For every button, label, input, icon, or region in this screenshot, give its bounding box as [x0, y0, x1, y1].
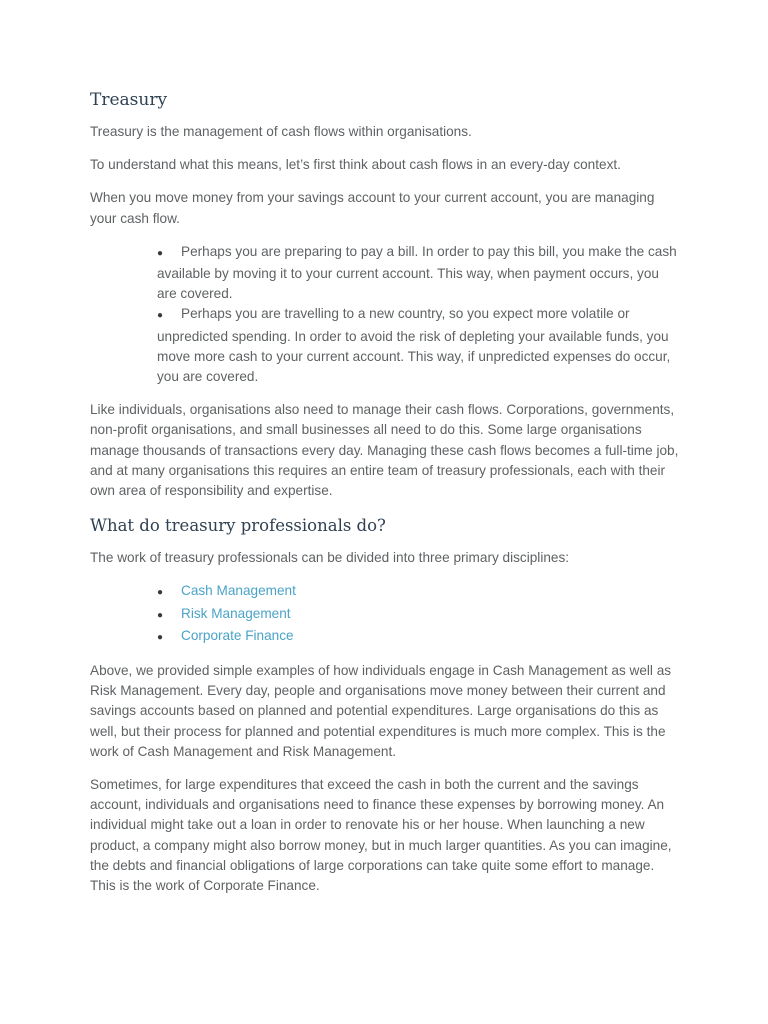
intro-paragraph-1: Treasury is the management of cash flows within organisations. — [90, 124, 472, 139]
risk-management-link[interactable]: Risk Management — [181, 605, 291, 621]
bullet-icon: ● — [157, 587, 164, 599]
disciplines-list — [157, 581, 680, 648]
disciplines-intro: The work of treasury professionals can be divided into three primary disciplines: — [90, 550, 570, 566]
cash-management-link[interactable]: Cash Management — [181, 583, 296, 599]
list-item — [157, 581, 680, 603]
list-item — [157, 304, 680, 387]
document-page — [90, 88, 680, 909]
bullet-icon: ● — [157, 247, 164, 259]
intro-paragraph-2: To understand what this means, let’s first think about cash flows in an every-day context. — [90, 157, 621, 173]
list-item — [157, 626, 680, 648]
intro-paragraph-3: When you move money from your savings account to your current account, you are managing your cash flow. — [90, 190, 655, 226]
page-title: Treasury — [90, 90, 168, 110]
example-text: Perhaps you are travelling to a new country, so you expect more volatile or unpredicted spending. In order to avoid the risk of depleting your available funds, you move more cash to your current account. This way, if unpredicted expenses do occur, you are covered. — [157, 306, 671, 385]
closing-paragraph-2: Sometimes, for large expenditures that exceed the cash in both the current and the savings account, individuals and organisations need to finance these expenses by borrowing money. An individual might take out a loan in order to renovate his or her house. When launching a new product, a company might also borrow money, but in much larger quantities. As you can imagine, the debts and financial obligations of large corporations can take quite some effort to manage. This is the work of Corporate Finance. — [90, 777, 672, 894]
bullet-icon: ● — [157, 310, 164, 322]
bullet-icon: ● — [157, 631, 164, 643]
closing-paragraph-1: Above, we provided simple examples of how individuals engage in Cash Management as well as Risk Management. Every day, people and organisations move money between their current and savings accounts based on planned and potential expenditures. Large organisations do this as well, but their process for planned and potential expenditures is much more complex. This is the work of Cash Management and Risk Management. — [90, 663, 672, 759]
example-text: Perhaps you are preparing to pay a bill. In order to pay this bill, you make the cash available by moving it to your current account. This way, when payment occurs, you are covered. — [157, 243, 677, 302]
bullet-icon: ● — [157, 609, 164, 621]
organisations-paragraph: Like individuals, organisations also need to manage their cash flows. Corporations, governments, non-profit organisations, and small businesses all need to do this. Some large organisations manage thousands of transactions every day. Managing these cash flows becomes a full-time job, and at many organisations this requires an entire team of treasury professionals, each with their own area of responsibility and expertise. — [90, 402, 679, 499]
list-item — [157, 242, 680, 305]
section-heading: What do treasury professionals do? — [90, 516, 386, 536]
corporate-finance-link[interactable]: Corporate Finance — [181, 627, 294, 643]
examples-list — [157, 242, 680, 387]
list-item — [157, 604, 680, 626]
